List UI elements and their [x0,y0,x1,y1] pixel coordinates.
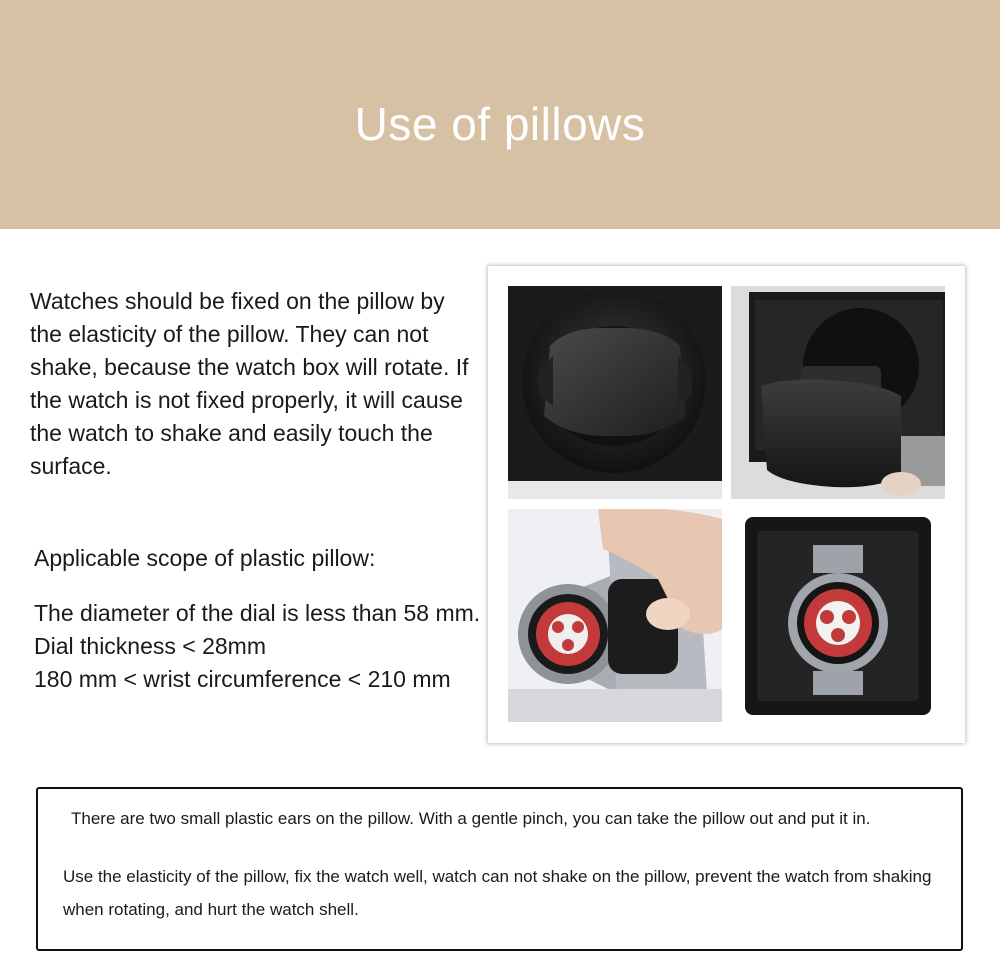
watch-on-pillow-photo [508,509,722,722]
spec-list [34,597,480,696]
note-box [36,787,963,951]
pillow-removed-photo [731,286,945,499]
note-elasticity: Use the elasticity of the pillow, fix the watch well, watch can not shake on the pillow, prevent the watch from shaking when rotating, and hurt the watch shell. [63,867,932,919]
watch-in-box-photo [731,509,945,722]
scope-heading: Applicable scope of plastic pillow: [34,545,376,571]
spec-wrist-circumference: 180 mm < wrist circumference < 210 mm [34,666,451,692]
spec-dial-diameter: The diameter of the dial is less than 58 mm. [34,600,481,626]
header-banner [0,0,1000,229]
page-title: Use of pillows [354,97,646,150]
photo-grid [488,266,965,743]
pillow-in-winder-photo [508,286,722,499]
intro-paragraph: Watches should be fixed on the pillow by the elasticity of the pillow. They can not shake, because the watch box will rotate. If the watch is not fixed properly, it will cause the watch to shake and easily touch the surface. [30,288,469,479]
spec-dial-thickness: Dial thickness < 28mm [34,633,266,659]
note-ears: There are two small plastic ears on the pillow. With a gentle pinch, you can take the pillow out and put it in. [71,809,871,828]
